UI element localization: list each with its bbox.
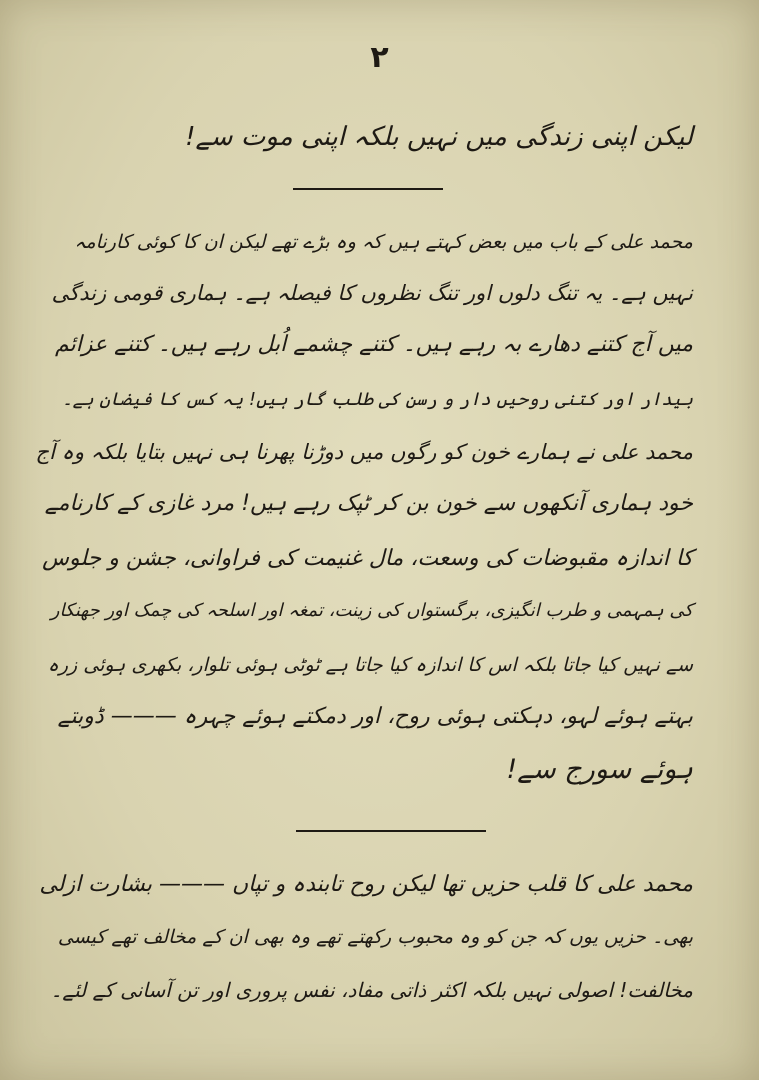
paragraph-line: محمد علی نے ہمارے خون کو رگوں میں دوڑنا پھرنا ہی نہیں بتایا بلکہ وہ آج	[35, 440, 693, 464]
paragraph-line: بہتے ہوئے لہو، دہکتی ہوئی روح، اور دمکتے ہوئے چہرہ ——— ڈوبتے	[57, 704, 693, 729]
paragraph-line: بیدار اور کتنی روحیں دار و رسن کی طلب گار ہیں! یہ کس کا فیضان ہے۔	[62, 389, 693, 410]
paragraph-line: کا اندازہ مقبوضات کی وسعت، مال غنیمت کی فراوانی، جشن و جلوس	[42, 546, 693, 571]
paragraph-line: محمد علی کے باب میں بعض کہتے ہیں کہ وہ بڑے تھے لیکن ان کا کوئی کارنامہ	[74, 231, 693, 253]
paragraph-line: بھی۔ حزیں یوں کہ جن کو وہ محبوب رکھتے تھے وہ بھی ان کے مخالف تھے کیسی	[57, 926, 693, 948]
opening-line: لیکن اپنی زندگی میں نہیں بلکہ اپنی موت سے!	[185, 122, 693, 152]
paragraph-line: مخالفت! اصولی نہیں بلکہ اکثر ذاتی مفاد، نفس پروری اور تن آسانی کے لئے۔	[50, 978, 693, 1002]
paragraph-line: کی ہمہمی و طرب انگیزی، برگستواں کی زینت، تمغہ اور اسلحہ کی چمک اور جھنکار	[50, 600, 693, 621]
section-divider-1	[293, 188, 443, 190]
section-divider-2	[296, 830, 486, 832]
page-number: ۲	[370, 40, 389, 75]
paragraph-line: سے نہیں کیا جاتا بلکہ اس کا اندازہ کیا جاتا ہے ٹوٹی ہوئی تلوار، بکھری ہوئی زرہ	[47, 654, 693, 676]
paragraph-line: محمد علی کا قلب حزیں تھا لیکن روح تابندہ و تپاں ——— بشارت ازلی	[39, 872, 693, 897]
paragraph-line: خود ہماری آنکھوں سے خون بن کر ٹپک رہے ہیں! مرد غازی کے کارنامے	[44, 491, 693, 516]
paragraph-line: ہوئے سورج سے!	[506, 754, 693, 785]
paragraph-line: نہیں ہے۔ یہ تنگ دلوں اور تنگ نظروں کا فیصلہ ہے۔ ہماری قومی زندگی	[51, 281, 693, 305]
paragraph-line: میں آج کتنے دھارے بہ رہے ہیں۔ کتنے چشمے اُبل رہے ہیں۔ کتنے عزائم	[55, 332, 693, 357]
